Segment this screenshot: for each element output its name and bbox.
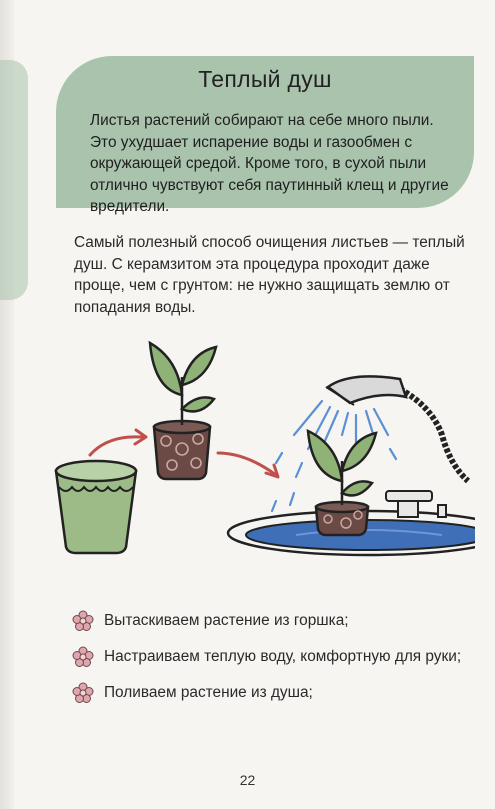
plant-with-clay-pebbles xyxy=(150,343,216,479)
arrow-to-shower xyxy=(218,453,276,475)
step-label: Вытаскиваем растение из горшка; xyxy=(104,612,349,629)
green-pot xyxy=(56,461,136,553)
body-paragraph: Самый полезный способ очищения листьев — теплый душ. С керамзитом эта процедура проходит даже проще, чем с грунтом: не нужно защищать землю от попадания воды. xyxy=(74,234,465,316)
step-label: Поливаем растение из душа; xyxy=(104,684,313,701)
shower-illustration xyxy=(50,325,475,565)
section-title: Теплый душ xyxy=(198,66,332,92)
shower-hose xyxy=(400,389,468,481)
side-tab xyxy=(0,60,28,300)
info-paragraph: Листья растений собирают на себе много пыли. Это ухудшает испарение воды и газообмен с окружающей средой. Кроме того, в сухой пыли отлично чувствуют себя паутинный клещ и другие вредители. xyxy=(90,112,449,215)
arrow-to-plant xyxy=(90,437,142,455)
list-item xyxy=(72,675,482,711)
shower-head xyxy=(326,376,406,405)
flower-icon xyxy=(72,610,94,632)
flower-icon xyxy=(72,646,94,668)
list-item xyxy=(72,603,482,639)
list-item xyxy=(72,639,482,675)
page-number: 22 xyxy=(239,772,256,788)
step-label: Настраиваем теплую воду, комфортную для руки; xyxy=(104,648,462,665)
plant-in-basin xyxy=(308,431,376,535)
flower-icon xyxy=(72,682,94,704)
steps-list xyxy=(72,603,482,711)
